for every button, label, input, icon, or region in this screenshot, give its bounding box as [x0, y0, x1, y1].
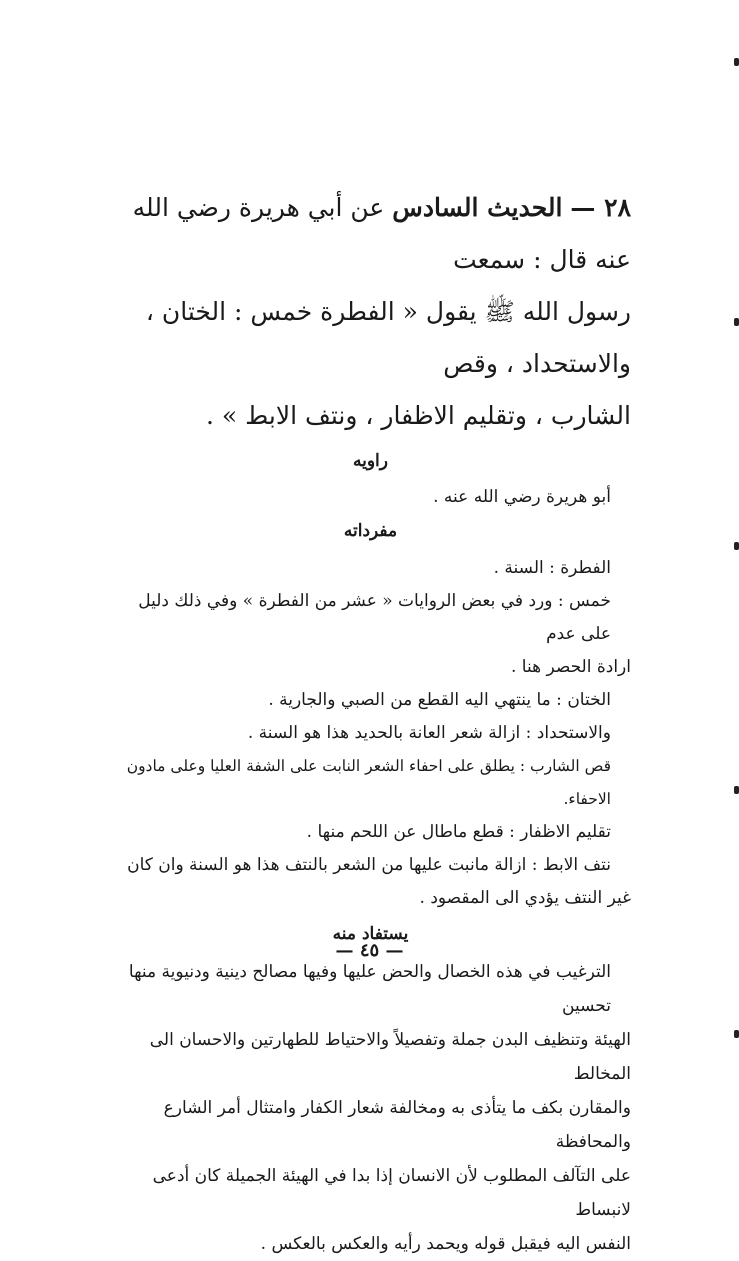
- vocabulary-line: الفطرة : السنة .: [493, 558, 611, 578]
- narrator-text: أبو هريرة رضي الله عنه .: [433, 487, 611, 507]
- hadith-line-1: [110, 182, 631, 286]
- vocabulary-item: [110, 717, 631, 750]
- scan-edge-mark: [734, 1030, 739, 1038]
- page-content: [110, 182, 631, 1261]
- hadith-title: الحديث السادس: [392, 193, 563, 222]
- hadith-line-3: الشارب ، وتقليم الاظفار ، ونتف الابط » .: [206, 401, 631, 430]
- page-number: — ٤٥ —: [335, 940, 404, 961]
- vocabulary-line: تقليم الاظفار : قطع ماطال عن اللحم منها .: [306, 822, 611, 842]
- scan-edge-mark: [734, 58, 739, 66]
- scan-edge-mark: [734, 786, 739, 794]
- vocabulary-line: الختان : ما ينتهي اليه القطع من الصبي والجارية .: [268, 690, 611, 710]
- vocabulary-line: غير النتف يؤدي الى المقصود .: [419, 888, 631, 908]
- scan-edge-mark: [734, 542, 739, 550]
- vocabulary-line: ارادة الحصر هنا .: [510, 657, 631, 677]
- vocabulary-line: قص الشارب : يطلق على احفاء الشعر النابت على الشفة العليا وعلى مادون الاحفاء.: [126, 757, 611, 808]
- benefits-line: النفس اليه فيقبل قوله ويحمد رأيه والعكس بالعكس .: [260, 1234, 631, 1254]
- vocabulary-item: [110, 585, 631, 684]
- vocabulary-item: [110, 750, 631, 816]
- benefits-line: والمقارن بكف ما يتأذى به ومخالفة شعار الكفار وامتثال أمر الشارع والمحافظة: [163, 1098, 631, 1152]
- vocabulary-line: والاستحداد : ازالة شعر العانة بالحديد هذا هو السنة .: [247, 723, 611, 743]
- hadith-line-text: عن أبي هريرة رضي الله عنه قال : سمعت: [132, 193, 631, 274]
- vocabulary-item: [110, 684, 631, 717]
- vocabulary-item: [110, 552, 631, 585]
- benefits-heading: يستفاد منه: [332, 924, 409, 944]
- benefits-line: الهيئة وتنظيف البدن جملة وتفصيلاً والاحتياط للطهارتين والاحسان الى المخالط: [149, 1030, 631, 1084]
- narrator-heading: راويه: [353, 451, 388, 471]
- hadith-line-2: رسول الله ﷺ يقول « الفطرة خمس : الختان ، والاستحداد ، وقص: [145, 297, 631, 378]
- vocabulary-line: نتف الابط : ازالة مانبت عليها من الشعر بالنتف هذا هو السنة وان كان: [127, 855, 611, 875]
- hadith-text: [110, 182, 631, 442]
- vocabulary-item: [110, 816, 631, 849]
- benefits-line: الترغيب في هذه الخصال والحض عليها وفيها مصالح دينية ودنيوية منها تحسين: [128, 962, 611, 1016]
- benefits-line: على التآلف المطلوب لأن الانسان إذا بدا في الهيئة الجميلة كان أدعى لانبساط: [152, 1166, 631, 1220]
- vocabulary-line: خمس : ورد في بعض الروايات « عشر من الفطرة » وفي ذلك دليل على عدم: [138, 591, 611, 644]
- vocabulary-heading: مفرداته: [343, 521, 398, 541]
- vocabulary-item: [110, 849, 631, 915]
- scan-edge-mark: [734, 318, 739, 326]
- hadith-number: ٢٨ —: [570, 193, 631, 222]
- vocabulary-list: [110, 552, 631, 915]
- benefits-text: [110, 955, 631, 1261]
